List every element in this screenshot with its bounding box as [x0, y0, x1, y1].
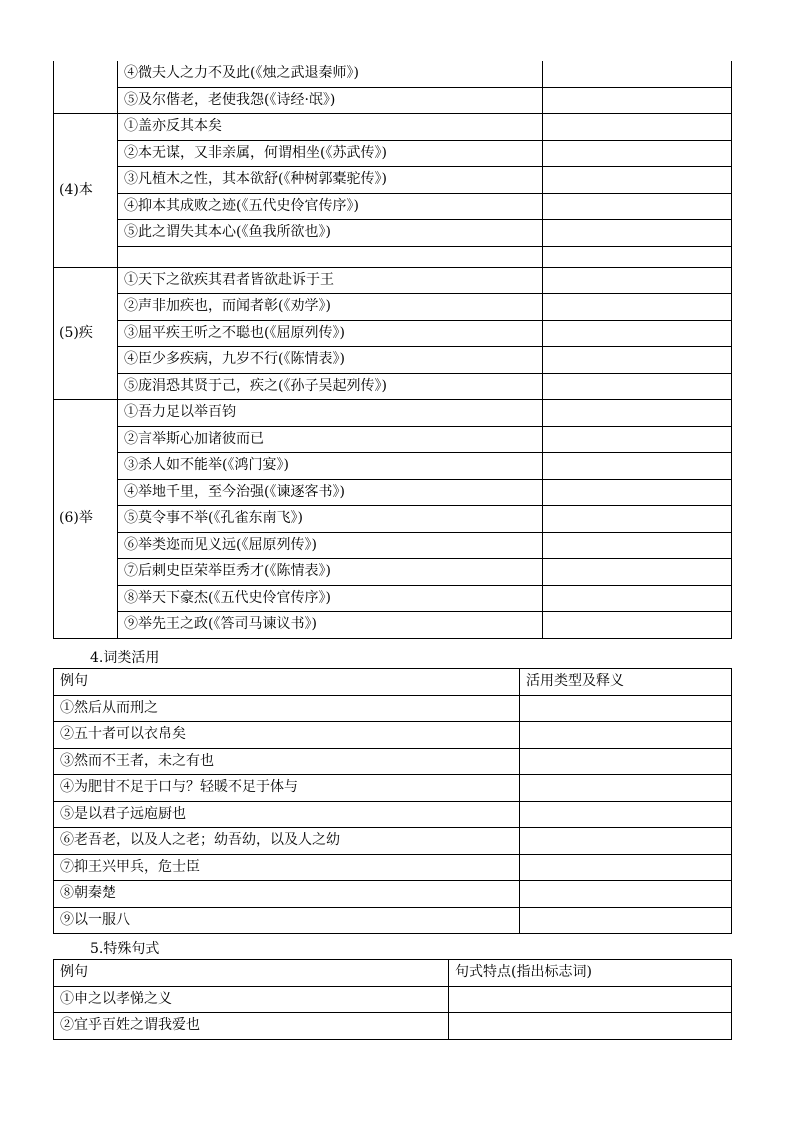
answer-cell[interactable] — [543, 193, 732, 220]
example-sentence: ③凡植木之性，其本欲舒(《种树郭橐驼传》) — [118, 167, 543, 194]
table-row — [54, 400, 732, 427]
answer-cell[interactable] — [543, 114, 732, 141]
table-header-row — [54, 669, 732, 696]
table-row — [54, 695, 732, 722]
example-sentence: ②声非加疾也，而闻者彰(《劝学》) — [118, 294, 543, 321]
answer-cell[interactable] — [543, 532, 732, 559]
example-sentence: ⑦抑王兴甲兵，危士臣 — [54, 854, 520, 881]
answer-cell[interactable] — [543, 246, 732, 267]
answer-cell[interactable] — [520, 828, 732, 855]
table-row — [54, 453, 732, 480]
table-row — [54, 220, 732, 247]
table-row — [54, 426, 732, 453]
answer-cell[interactable] — [543, 373, 732, 400]
answer-cell[interactable] — [543, 506, 732, 533]
table-row — [54, 722, 732, 749]
answer-cell[interactable] — [543, 294, 732, 321]
example-sentence: ⑨以一服八 — [54, 907, 520, 934]
answer-cell[interactable] — [543, 479, 732, 506]
answer-cell[interactable] — [543, 320, 732, 347]
answer-cell[interactable] — [543, 61, 732, 87]
section-heading-part-of-speech: 4.词类活用 — [90, 650, 160, 666]
table-row — [54, 532, 732, 559]
word-cell: (4)本 — [54, 114, 118, 268]
table-row — [54, 907, 732, 934]
table-row — [54, 1013, 732, 1040]
table-row — [54, 61, 732, 87]
example-sentence: ⑤莫令事不举(《孔雀东南飞》) — [118, 506, 543, 533]
table-row — [54, 114, 732, 141]
answer-cell[interactable] — [543, 140, 732, 167]
answer-cell[interactable] — [520, 801, 732, 828]
column-header-feature: 句式特点(指出标志词) — [449, 960, 732, 987]
example-sentence: ④臣少多疾病，九岁不行(《陈情表》) — [118, 347, 543, 374]
example-sentence: ③然而不王者，未之有也 — [54, 748, 520, 775]
example-sentence: ④抑本其成败之迹(《五代史伶官传序》) — [118, 193, 543, 220]
answer-cell[interactable] — [520, 722, 732, 749]
table-row — [54, 612, 732, 639]
example-sentence: ①申之以孝悌之义 — [54, 986, 449, 1013]
table-row — [54, 986, 732, 1013]
example-sentence: ①盖亦反其本矣 — [118, 114, 543, 141]
table-header-row — [54, 960, 732, 987]
table-row — [54, 801, 732, 828]
answer-cell[interactable] — [543, 347, 732, 374]
example-sentence: ④为肥甘不足于口与？轻暖不足于体与 — [54, 775, 520, 802]
answer-cell[interactable] — [543, 426, 732, 453]
answer-cell[interactable] — [520, 695, 732, 722]
example-sentence: ④举地千里，至今治强(《谏逐客书》) — [118, 479, 543, 506]
example-sentence: ⑧朝秦楚 — [54, 881, 520, 908]
answer-cell[interactable] — [449, 1013, 732, 1040]
example-sentence: ⑤庞涓恐其贤于己，疾之(《孙子吴起列传》) — [118, 373, 543, 400]
table-row — [54, 506, 732, 533]
table-row — [54, 854, 732, 881]
answer-cell[interactable] — [543, 167, 732, 194]
example-sentence: ③屈平疾王听之不聪也(《屈原列传》) — [118, 320, 543, 347]
example-sentence: ②言举斯心加诸彼而已 — [118, 426, 543, 453]
example-sentence: ①然后从而刑之 — [54, 695, 520, 722]
example-sentence: ④微夫人之力不及此(《烛之武退秦师》) — [118, 61, 543, 87]
answer-cell[interactable] — [520, 907, 732, 934]
special-sentence-table — [53, 959, 732, 1040]
answer-cell[interactable] — [449, 986, 732, 1013]
example-sentence: ⑥老吾老，以及人之老；幼吾幼，以及人之幼 — [54, 828, 520, 855]
word-cell: (6)举 — [54, 400, 118, 639]
table-row — [54, 140, 732, 167]
table-row — [54, 347, 732, 374]
table-row — [54, 246, 732, 267]
table-row — [54, 585, 732, 612]
table-row — [54, 479, 732, 506]
answer-cell[interactable] — [543, 220, 732, 247]
word-cell — [54, 61, 118, 114]
column-header-usage: 活用类型及释义 — [520, 669, 732, 696]
answer-cell[interactable] — [543, 400, 732, 427]
example-sentence: ⑤是以君子远庖厨也 — [54, 801, 520, 828]
table-row — [54, 167, 732, 194]
column-header-example: 例句 — [54, 669, 520, 696]
example-sentence: ⑤此之谓失其本心(《鱼我所欲也》) — [118, 220, 543, 247]
example-sentence: ⑨举先王之政(《答司马谏议书》) — [118, 612, 543, 639]
answer-cell[interactable] — [520, 881, 732, 908]
example-sentence: ⑧举天下豪杰(《五代史伶官传序》) — [118, 585, 543, 612]
answer-cell[interactable] — [543, 267, 732, 294]
example-sentence: ①天下之欲疾其君者皆欲赴诉于王 — [118, 267, 543, 294]
answer-cell[interactable] — [543, 453, 732, 480]
example-sentence: ①吾力足以举百钧 — [118, 400, 543, 427]
answer-cell[interactable] — [520, 854, 732, 881]
table-row — [54, 193, 732, 220]
answer-cell[interactable] — [520, 748, 732, 775]
example-sentence — [118, 246, 543, 267]
table-row — [54, 373, 732, 400]
table-row — [54, 267, 732, 294]
word-cell: (5)疾 — [54, 267, 118, 400]
answer-cell[interactable] — [543, 585, 732, 612]
section-heading-special-sentence: 5.特殊句式 — [90, 941, 160, 957]
table-row — [54, 828, 732, 855]
table-row — [54, 294, 732, 321]
example-sentence: ②五十者可以衣帛矣 — [54, 722, 520, 749]
example-sentence: ⑥举类迩而见义远(《屈原列传》) — [118, 532, 543, 559]
table-row — [54, 775, 732, 802]
table-row — [54, 320, 732, 347]
answer-cell[interactable] — [543, 612, 732, 639]
table-row — [54, 559, 732, 586]
example-sentence: ⑤及尔偕老，老使我怨(《诗经·氓》) — [118, 87, 543, 114]
example-sentence: ③杀人如不能举(《鸿门宴》) — [118, 453, 543, 480]
example-sentence: ②宜乎百姓之谓我爱也 — [54, 1013, 449, 1040]
polysemy-table — [53, 61, 732, 639]
part-of-speech-table — [53, 668, 732, 934]
column-header-example: 例句 — [54, 960, 449, 987]
example-sentence: ⑦后刺史臣荣举臣秀才(《陈情表》) — [118, 559, 543, 586]
example-sentence: ②本无谋，又非亲属，何谓相坐(《苏武传》) — [118, 140, 543, 167]
answer-cell[interactable] — [543, 87, 732, 114]
answer-cell[interactable] — [543, 559, 732, 586]
table-row — [54, 748, 732, 775]
table-row — [54, 87, 732, 114]
table-row — [54, 881, 732, 908]
answer-cell[interactable] — [520, 775, 732, 802]
